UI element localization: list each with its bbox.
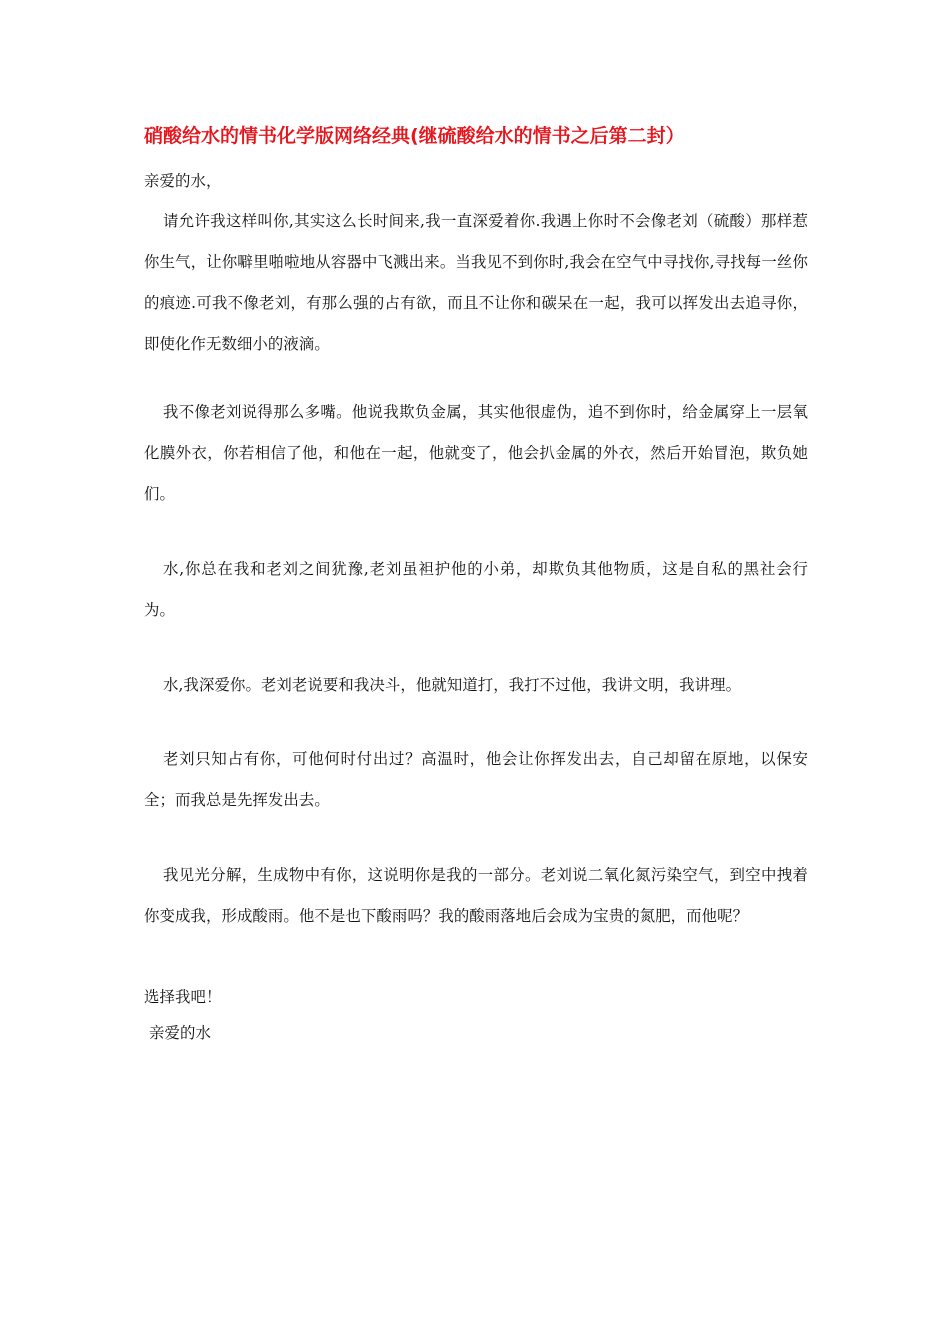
document-title: 硝酸给水的情书化学版网络经典(继硫酸给水的情书之后第二封） <box>144 125 685 147</box>
paragraph-4: 水,我深爱你。老刘老说要和我决斗，他就知道打，我打不过他，我讲文明，我讲理。 <box>163 676 742 694</box>
paragraph-2: 我不像老刘说得那么多嘴。他说我欺负金属，其实他很虚伪，追不到你时，给金属穿上一层氧化膜外衣，你若相信了他，和他在一起，他就变了，他会扒金属的外衣，然后开始冒泡，欺负她们。 <box>144 403 808 503</box>
closing-line: 选择我吧！ <box>144 988 222 1006</box>
paragraph-3: 水,你总在我和老刘之间犹豫,老刘虽袒护他的小弟，却欺负其他物质，这是自私的黑社会行为。 <box>144 560 808 619</box>
signature: 亲爱的水 <box>149 1024 211 1042</box>
paragraph-1: 请允许我这样叫你,其实这么长时间来,我一直深爱着你.我遇上你时不会像老刘（硫酸）那样惹你生气，让你噼里啪啦地从容器中飞溅出来。当我见不到你时,我会在空气中寻找你,寻找每一丝你的痕迹.可我不像老刘，有那么强的占有欲，而且不让你和碳呆在一起，我可以挥发出去追寻你，即使化作无数细小的液滴。 <box>144 212 808 353</box>
paragraph-5: 老刘只知占有你，可他何时付出过？高温时，他会让你挥发出去，自己却留在原地，以保安全；而我总是先挥发出去。 <box>144 750 808 809</box>
paragraph-6: 我见光分解，生成物中有你，这说明你是我的一部分。老刘说二氧化氮污染空气，到空中拽着你变成我，形成酸雨。他不是也下酸雨吗？我的酸雨落地后会成为宝贵的氮肥，而他呢？ <box>144 866 808 925</box>
salutation: 亲爱的水， <box>144 172 222 190</box>
